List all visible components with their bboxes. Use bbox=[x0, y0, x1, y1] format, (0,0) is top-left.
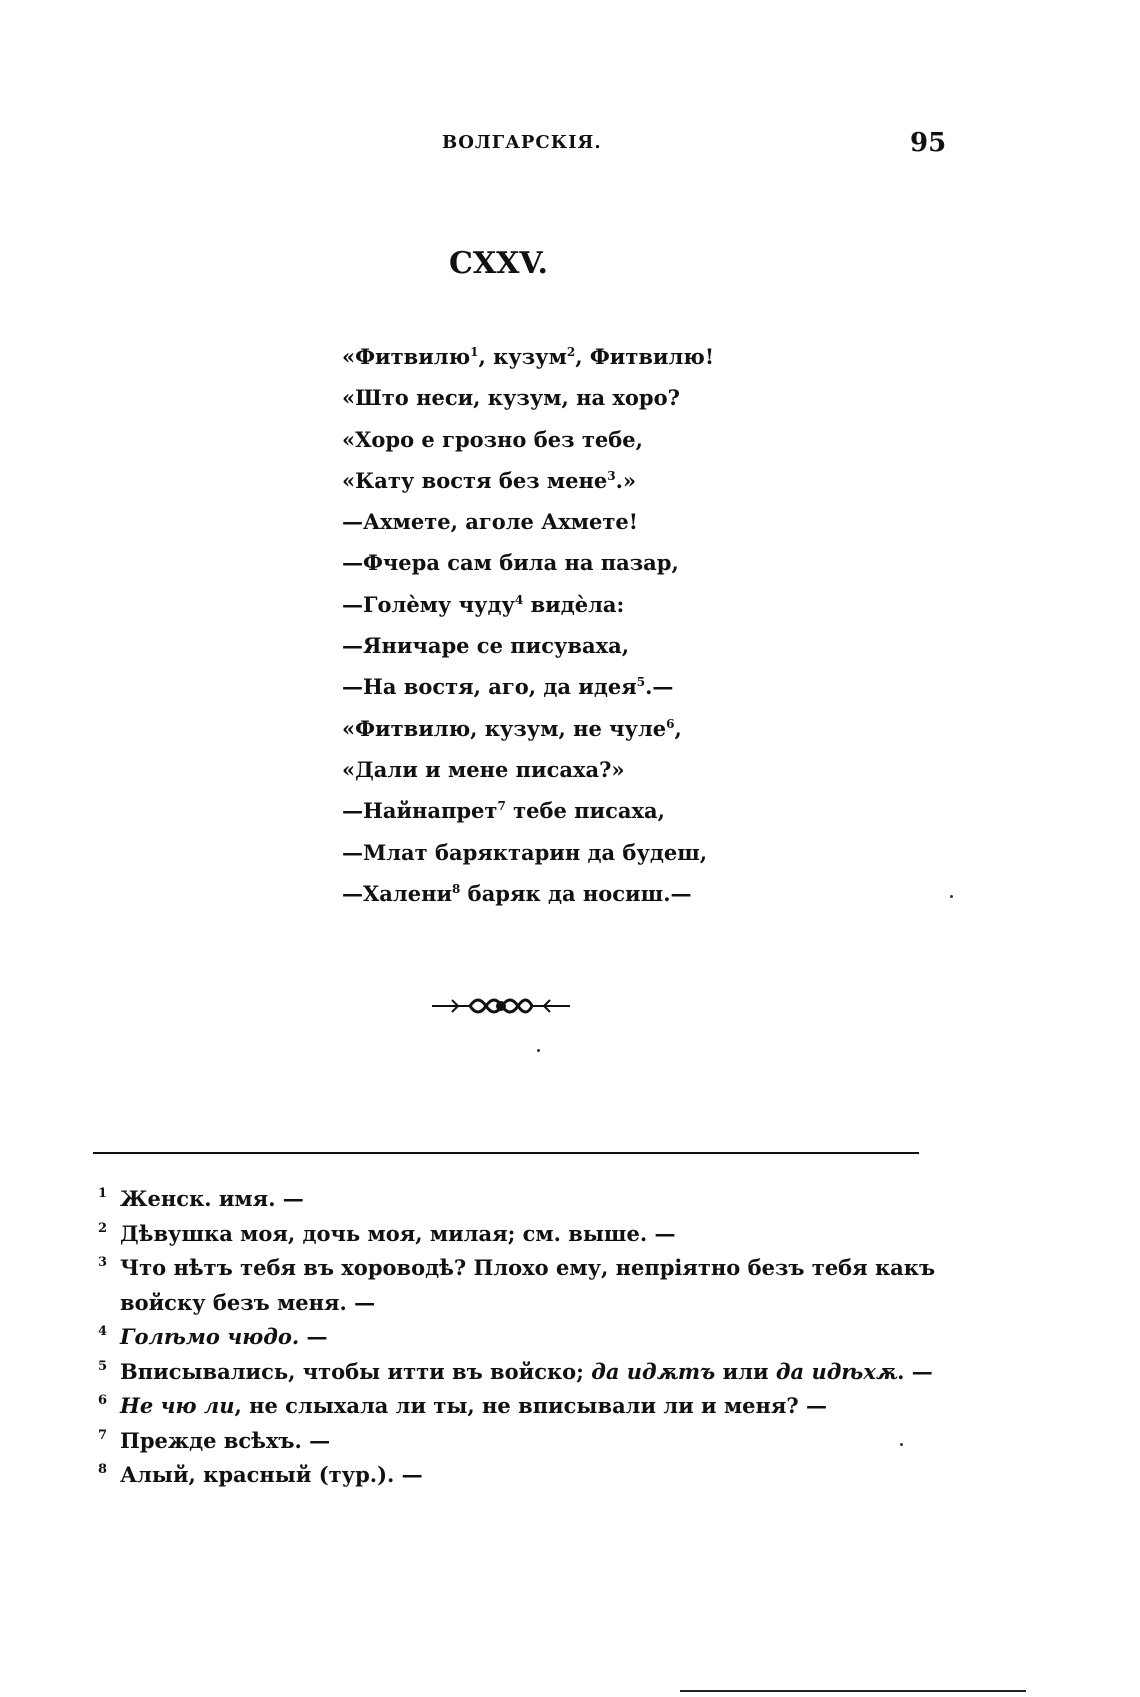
poem-line-text: —Млат баряктарин да будеш, bbox=[342, 839, 708, 865]
poem-number: CXXV. bbox=[449, 246, 548, 281]
footnotes bbox=[98, 1182, 958, 1493]
poem-line-text: , Фитвилю! bbox=[575, 344, 715, 369]
footnote-italic: да идѫтъ bbox=[591, 1358, 716, 1384]
poem-line-text: —На востя, аго, да идея bbox=[342, 674, 637, 700]
footnote-marker: 8 bbox=[452, 881, 461, 896]
footnote-rule bbox=[93, 1152, 919, 1154]
poem-line bbox=[342, 873, 762, 914]
footnote-text: Женск. имя. — bbox=[120, 1186, 304, 1211]
poem-line bbox=[342, 708, 762, 749]
poem-line-text: —Фчера сам била на пазар, bbox=[342, 550, 679, 576]
scan-speck bbox=[950, 895, 953, 898]
footnote-text: — bbox=[299, 1324, 328, 1349]
footnote bbox=[98, 1251, 958, 1286]
footnote-text: , не слыхала ли ты, не вписывали ли и меня? — bbox=[234, 1393, 828, 1418]
poem-line-text: —Голѐму чуду bbox=[342, 591, 515, 617]
footnote-text: Что нѣтъ тебя въ хороводѣ? Плохо ему, непріятно безъ тебя какъ bbox=[120, 1255, 936, 1280]
footnote-marker: 6 bbox=[666, 716, 675, 731]
footnote-number: 1 bbox=[98, 1186, 108, 1201]
footnote-number: 5 bbox=[98, 1358, 108, 1374]
footnote-number: 7 bbox=[98, 1427, 108, 1443]
footnote-text: . — bbox=[897, 1358, 933, 1384]
footnote-text: Алый, красный (тур.). — bbox=[120, 1462, 423, 1487]
footnote-number: 3 bbox=[98, 1255, 108, 1270]
footnote-text: войску безъ меня. — bbox=[120, 1289, 376, 1315]
poem-line bbox=[342, 832, 762, 873]
poem-line-text: «Фитвилю bbox=[342, 344, 471, 369]
poem-line bbox=[342, 666, 762, 707]
footnote-italic: Не чю ли bbox=[120, 1393, 235, 1418]
poem-line-text: «Кату востя без мене bbox=[342, 467, 608, 493]
poem-line-text: «Дали и мене писаха?» bbox=[342, 756, 625, 782]
scan-speck bbox=[900, 1443, 903, 1446]
poem-line-text: —Найнапрет bbox=[342, 798, 498, 824]
poem-line-text: —Яничаре се писуваха, bbox=[342, 633, 630, 659]
running-header bbox=[0, 128, 1140, 158]
poem-line bbox=[342, 625, 762, 666]
footnote-marker: 5 bbox=[636, 675, 646, 690]
footnote bbox=[98, 1458, 958, 1493]
running-title: ВОЛГАРСКІЯ. bbox=[442, 132, 602, 153]
footnote-number: 6 bbox=[98, 1393, 108, 1408]
page-number: 95 bbox=[910, 128, 947, 158]
footnote-text: или bbox=[715, 1358, 776, 1384]
poem-line-text: «Фитвилю, кузум, не чуле bbox=[342, 715, 667, 741]
footnote-marker: 4 bbox=[514, 592, 524, 607]
poem-line bbox=[342, 501, 762, 542]
poem-line-text: «Што неси, кузум, на хоро? bbox=[342, 385, 680, 411]
footnote-number: 2 bbox=[98, 1220, 108, 1236]
footnote-number: 8 bbox=[98, 1462, 108, 1477]
footnote bbox=[98, 1424, 958, 1459]
poem-line bbox=[342, 377, 762, 418]
poem-line-text: , bbox=[674, 715, 682, 741]
footnote-italic: Голѣмо чюдо. bbox=[120, 1324, 300, 1349]
footnote-text: Прежде всѣхъ. — bbox=[120, 1427, 331, 1453]
footnote-marker: 7 bbox=[497, 799, 506, 814]
footnote-marker: 2 bbox=[566, 345, 576, 359]
poem-line bbox=[342, 460, 762, 501]
poem-line-text: видѐла: bbox=[523, 591, 625, 617]
footnote bbox=[98, 1355, 958, 1390]
footnote-number: 4 bbox=[98, 1324, 108, 1339]
footnote-italic: да идѣхѫ bbox=[775, 1358, 898, 1384]
scan-speck bbox=[537, 1049, 540, 1052]
footnote bbox=[98, 1286, 958, 1321]
poem-line bbox=[342, 542, 762, 583]
poem-line bbox=[342, 419, 762, 460]
poem-line-text: баряк да носиш.— bbox=[460, 880, 692, 906]
ornament-divider bbox=[430, 990, 572, 1022]
footnote bbox=[98, 1182, 958, 1217]
footnote-marker: 1 bbox=[470, 345, 479, 359]
poem-line-text: «Хоро е грозно без тебе, bbox=[342, 426, 643, 452]
poem-line-text: —Ахмете, аголе Ахмете! bbox=[342, 509, 638, 535]
footnote bbox=[98, 1389, 958, 1424]
footnote bbox=[98, 1320, 958, 1355]
footnote-text: Вписывались, чтобы итти въ войско; bbox=[120, 1358, 592, 1384]
poem-line bbox=[342, 584, 762, 625]
poem-line-text: , кузум bbox=[478, 344, 567, 369]
bottom-edge-line bbox=[680, 1690, 1026, 1692]
poem-line bbox=[342, 336, 762, 377]
poem-line bbox=[342, 749, 762, 790]
poem-line-text: .» bbox=[615, 467, 637, 493]
footnote-text: Дѣвушка моя, дочь моя, милая; см. выше. — bbox=[120, 1220, 676, 1246]
poem-line-text: —Халени bbox=[342, 880, 453, 906]
poem-line bbox=[342, 790, 762, 831]
footnote bbox=[98, 1217, 958, 1252]
poem-body bbox=[342, 336, 762, 914]
poem-line-text: тебе писаха, bbox=[505, 798, 665, 824]
footnote-marker: 3 bbox=[607, 468, 616, 483]
poem-line-text: .— bbox=[645, 674, 674, 700]
